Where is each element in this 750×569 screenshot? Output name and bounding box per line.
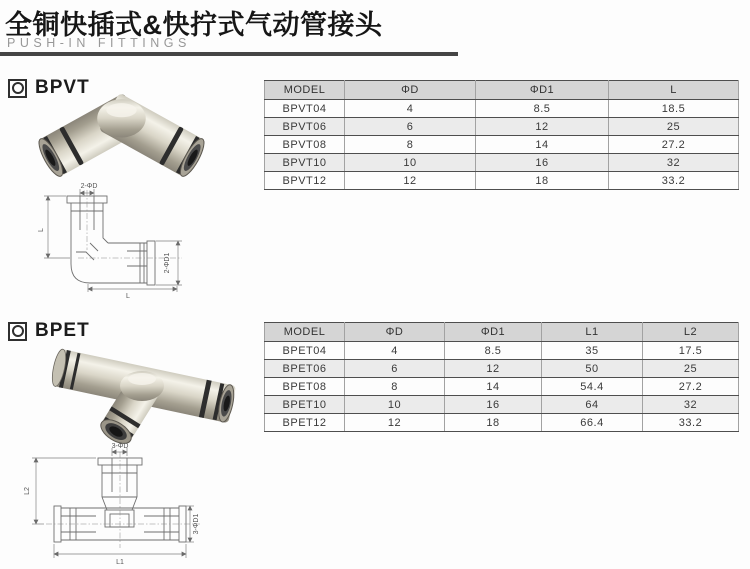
table-cell: 25 bbox=[643, 360, 739, 378]
table-cell: 32 bbox=[609, 154, 739, 172]
table-cell: BPVT10 bbox=[265, 154, 345, 172]
dimension-lines bbox=[32, 448, 194, 558]
table-cell: BPVT08 bbox=[265, 136, 345, 154]
table-row bbox=[265, 100, 739, 118]
table-cell: 35 bbox=[542, 342, 643, 360]
table-cell: 12 bbox=[345, 414, 445, 432]
table-cell: BPVT06 bbox=[265, 118, 345, 136]
table-cell: BPET08 bbox=[265, 378, 345, 396]
column-header: L2 bbox=[643, 323, 739, 342]
table-cell: BPVT04 bbox=[265, 100, 345, 118]
dimension-label: 2-ΦD1 bbox=[164, 252, 171, 274]
table-cell: 12 bbox=[345, 172, 476, 190]
table-cell: 17.5 bbox=[643, 342, 739, 360]
table-cell: 10 bbox=[345, 154, 476, 172]
page-title: 全铜快插式&快拧式气动管接头 bbox=[5, 10, 383, 40]
table-row bbox=[265, 136, 739, 154]
table-cell: 8.5 bbox=[445, 342, 542, 360]
table-cell: 10 bbox=[345, 396, 445, 414]
table-cell: 33.2 bbox=[643, 414, 739, 432]
table-row bbox=[265, 118, 739, 136]
table-cell: BPET12 bbox=[265, 414, 345, 432]
table-cell: 27.2 bbox=[609, 136, 739, 154]
table-cell: BPET06 bbox=[265, 360, 345, 378]
column-header: L bbox=[609, 81, 739, 100]
table-cell: 4 bbox=[345, 342, 445, 360]
table-cell: 16 bbox=[476, 154, 609, 172]
bpvt-product-photo-elbow-fitting bbox=[8, 88, 236, 184]
table-cell: 8.5 bbox=[476, 100, 609, 118]
table-cell: 27.2 bbox=[643, 378, 739, 396]
specular-highlight bbox=[106, 103, 136, 117]
dimension-label: 3-ΦD bbox=[111, 443, 129, 450]
bullseye-icon bbox=[12, 325, 24, 337]
bpet-product-photo-tee-fitting bbox=[42, 338, 247, 450]
table-cell: 12 bbox=[476, 118, 609, 136]
table-cell: 32 bbox=[643, 396, 739, 414]
table-row bbox=[265, 154, 739, 172]
elbow-outline bbox=[67, 196, 155, 285]
table-cell: BPVT12 bbox=[265, 172, 345, 190]
dimension-label: L1 bbox=[116, 559, 124, 566]
column-header: MODEL bbox=[265, 81, 345, 100]
table-cell: BPET04 bbox=[265, 342, 345, 360]
bpet-spec-table bbox=[264, 322, 739, 432]
header-divider-bar bbox=[0, 52, 458, 56]
table-row bbox=[265, 396, 739, 414]
table-cell: 14 bbox=[445, 378, 542, 396]
table-cell: 14 bbox=[476, 136, 609, 154]
dimension-lines bbox=[44, 189, 182, 292]
bpvt-technical-drawing bbox=[32, 180, 187, 308]
section-bullet-icon bbox=[8, 322, 27, 341]
column-header: L1 bbox=[542, 323, 643, 342]
page-subtitle: PUSH-IN FITTINGS bbox=[7, 36, 191, 50]
table-row bbox=[265, 414, 739, 432]
dimension-label: 2-ΦD bbox=[80, 183, 98, 190]
column-header: ΦD bbox=[345, 81, 476, 100]
table-cell: 8 bbox=[345, 136, 476, 154]
dimension-label: 3-ΦD1 bbox=[193, 513, 200, 535]
table-cell: BPET10 bbox=[265, 396, 345, 414]
bpet-section-label: BPET bbox=[35, 320, 90, 341]
bpvt-section-label: BPVT bbox=[35, 77, 90, 98]
table-cell: 33.2 bbox=[609, 172, 739, 190]
dimension-label: L bbox=[126, 293, 130, 300]
specular-highlight bbox=[128, 373, 156, 385]
table-cell: 8 bbox=[345, 378, 445, 396]
table-cell: 18 bbox=[445, 414, 542, 432]
column-header: ΦD1 bbox=[445, 323, 542, 342]
table-row bbox=[265, 378, 739, 396]
table-cell: 18.5 bbox=[609, 100, 739, 118]
table-row bbox=[265, 342, 739, 360]
table-header-row bbox=[265, 81, 739, 100]
table-header-row bbox=[265, 323, 739, 342]
table-cell: 54.4 bbox=[542, 378, 643, 396]
table-cell: 64 bbox=[542, 396, 643, 414]
bpvt-spec-table bbox=[264, 80, 739, 190]
table-cell: 6 bbox=[345, 118, 476, 136]
table-cell: 4 bbox=[345, 100, 476, 118]
table-cell: 66.4 bbox=[542, 414, 643, 432]
table-cell: 25 bbox=[609, 118, 739, 136]
column-header: ΦD1 bbox=[476, 81, 609, 100]
table-cell: 16 bbox=[445, 396, 542, 414]
table-cell: 12 bbox=[445, 360, 542, 378]
column-header: ΦD bbox=[345, 323, 445, 342]
bpet-technical-drawing bbox=[8, 440, 218, 566]
table-row bbox=[265, 360, 739, 378]
table-row bbox=[265, 172, 739, 190]
table-cell: 50 bbox=[542, 360, 643, 378]
dimension-label: L2 bbox=[24, 487, 31, 495]
dimension-label: L bbox=[38, 228, 45, 232]
column-header: MODEL bbox=[265, 323, 345, 342]
table-cell: 18 bbox=[476, 172, 609, 190]
table-cell: 6 bbox=[345, 360, 445, 378]
